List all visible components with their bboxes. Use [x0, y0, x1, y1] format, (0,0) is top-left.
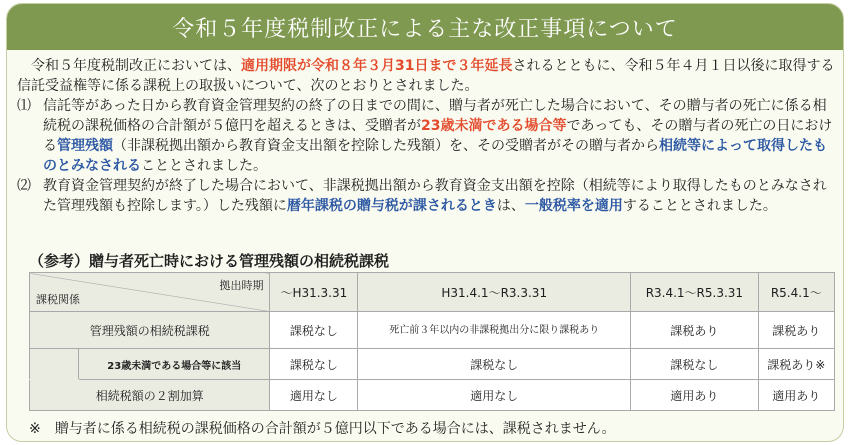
- item-1-text: [43, 96, 835, 176]
- item-2-text-a: 教育資金管理契約が終了した場合において、非課税拠出額から教育資金支出額を控除（相続等により取得したものとみなされた管理残額も控除します。）した残額に: [43, 178, 827, 214]
- table-cell: 課税あり: [758, 312, 834, 349]
- notice-panel: [6, 3, 844, 442]
- table-cell: 適用あり: [631, 380, 758, 411]
- column-header: ～H31.3.31: [270, 273, 358, 312]
- table-cell: 適用なし: [358, 380, 631, 411]
- table-cell: 課税なし: [270, 312, 358, 349]
- table-cell: 死亡前３年以内の非課税拠出分に限り課税あり: [358, 312, 631, 349]
- item-1-text-a: 信託等があった日から教育資金管理契約の終了の日までの間に、贈与者が死亡した場合において、その贈与者の死亡に係る相続税の課税価格の合計額が５億円を超えるときは、受贈者が: [43, 98, 827, 134]
- table-cell: 課税なし: [631, 349, 758, 380]
- row-indent-cell: [30, 349, 79, 380]
- column-header: R5.4.1～: [758, 273, 834, 312]
- table-cell: 適用あり: [758, 380, 834, 411]
- table-cell: 課税なし: [270, 349, 358, 380]
- table-cell: 課税あり: [631, 312, 758, 349]
- managed-balance-highlight: 管理残額: [57, 138, 113, 154]
- footnote: ※ 贈与者に係る相続税の課税価格の合計額が５億円以下である場合には、課税されません。: [29, 421, 616, 437]
- column-header: H31.4.1～R3.3.31: [358, 273, 631, 312]
- item-1: [17, 96, 835, 176]
- sub-row-label: 23歳未満である場合等に該当: [107, 360, 242, 372]
- intro-text-tail: されるとともに、令和５年４月１日以後に取得する信託受益権等に係る課税上の取扱いについて、次のとおりとされました。: [17, 58, 835, 94]
- item-2-number: ⑵: [17, 178, 31, 194]
- table-row: [30, 349, 835, 380]
- table-corner-cell: [30, 273, 270, 312]
- general-rate-highlight: 一般税率を適用: [524, 198, 623, 214]
- reference-table: [29, 272, 835, 411]
- reference-heading: （参考）贈与者死亡時における管理残額の相続税課税: [29, 252, 390, 270]
- intro-paragraph: [17, 56, 835, 96]
- table-cell: 課税あり※: [758, 349, 834, 380]
- row-label: [79, 349, 270, 380]
- item-2-text-c: することとされました。: [622, 198, 777, 214]
- table-cell: 適用なし: [270, 380, 358, 411]
- corner-top-label: 拠出時期: [219, 279, 264, 292]
- table-row: [30, 380, 835, 411]
- item-2: [17, 176, 835, 216]
- row-label: 管理残額の相続税課税: [30, 312, 270, 349]
- age-condition-highlight: 23歳未満である場合等: [421, 118, 567, 134]
- deemed-inheritance-highlight: 相続等によって取得したものとみなされる: [43, 138, 827, 174]
- intro-text: 令和５年度税制改正においては、: [31, 58, 241, 74]
- item-1-number: ⑴: [17, 98, 31, 114]
- item-1-text-d: こととされました。: [141, 158, 267, 174]
- item-1-text-c: （非課税拠出額から教育資金支出額を控除した残額）を、その受贈者がその贈与者から: [113, 138, 659, 154]
- item-2-text: [43, 176, 835, 216]
- corner-bottom-label: 課税関係: [36, 293, 80, 306]
- notice-body: [17, 56, 835, 216]
- row-label: 相続税額の２割加算: [30, 380, 270, 411]
- page-title: 令和５年度税制改正による主な改正事項について: [7, 4, 843, 50]
- extension-highlight: 適用期限が令和８年３月31日まで３年延長: [241, 58, 513, 74]
- item-2-text-b: は、: [496, 198, 525, 214]
- table-cell: 課税なし: [358, 349, 631, 380]
- gift-tax-highlight: 暦年課税の贈与税が課されるとき: [286, 198, 497, 214]
- table-row: [30, 312, 835, 349]
- column-header: R3.4.1～R5.3.31: [631, 273, 758, 312]
- item-1-text-b: であっても、その贈与者の死亡の日における: [43, 118, 833, 154]
